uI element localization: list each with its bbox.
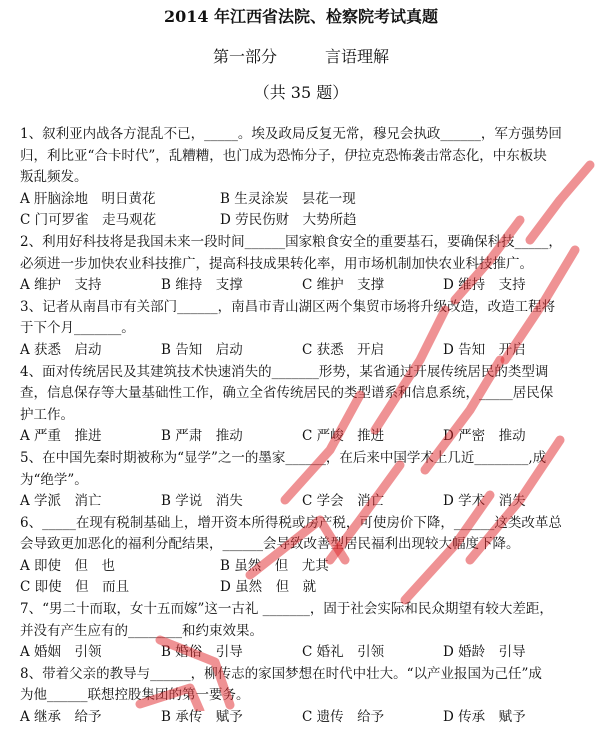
- option-row: [20, 707, 584, 729]
- option-d: D 告知 开启: [443, 341, 526, 358]
- question-8: [20, 664, 584, 729]
- question-text-line: 7、“男二十而取，女十五而嫁”这一古礼 _______，固于社会实际和民众期望有较大差距，: [20, 601, 553, 618]
- question-text-line: 4、面对传统居民及其建筑技术快速消失的_______形势，某省通过开展传统居民的类型调: [20, 363, 549, 380]
- question-1: [20, 124, 584, 232]
- option-b: B 承传 赋予: [161, 709, 243, 726]
- option-a: A 婚姻 引领: [20, 644, 102, 661]
- option-a: A 学派 消亡: [20, 493, 102, 510]
- option-row: [20, 577, 584, 599]
- question-text-line: 归，利比亚“合卡时代”，乱糟糟，也门成为恐怖分子，伊拉克恐怖袭击常态化，中东板块: [20, 147, 547, 164]
- question-text-line: 为“绝学”。: [20, 471, 88, 488]
- question-text-line: 3、记者从南昌市有关部门______，南昌市青山湖区两个集贸市场将升级改造，改造工程将: [20, 298, 556, 315]
- document-title: 2014 年江西省法院、检察院考试真题: [163, 7, 439, 26]
- option-b: B 严肃 推动: [161, 428, 243, 445]
- question-count: （共 35 题）: [253, 83, 349, 102]
- question-text-line: 查，信息保存等大量基础性工作，确立全省传统居民的类型谱系和信息系统，_____居民保: [20, 385, 554, 402]
- option-row: [20, 556, 584, 578]
- option-b: B 虽然 但 尤其: [220, 557, 329, 574]
- option-c: C 维护 支撑: [302, 277, 385, 294]
- question-text-line: 必须进一步加快农业科技推广，提高科技成果转化率，用市场机制加快农业科技推广。: [20, 255, 533, 272]
- option-b: B 告知 启动: [161, 341, 243, 358]
- question-6: [20, 513, 584, 599]
- option-c: C 即使 但 而且: [20, 579, 130, 596]
- option-c: C 门可罗雀 走马观花: [20, 212, 157, 229]
- part-label: 第一部分: [212, 47, 277, 66]
- option-d: D 婚龄 引导: [443, 644, 526, 661]
- section-label: 言语理解: [325, 47, 390, 66]
- question-text-line: 1、叙利亚内战各方混乱不已，_____。埃及政局反复无常，穆兄会执政______，军方强势回: [20, 126, 562, 142]
- option-b: B 生灵涂炭 昙花一现: [220, 190, 356, 207]
- question-text-line: 叛乱频发。: [20, 169, 88, 186]
- option-row: [20, 491, 584, 513]
- option-b: B 维持 支撑: [161, 277, 243, 294]
- option-row: [20, 642, 584, 664]
- option-a: A 即使 但 也: [20, 557, 116, 574]
- option-row: [20, 189, 584, 211]
- question-4: [20, 362, 584, 448]
- option-row: [20, 275, 584, 297]
- option-a: A 继承 给予: [20, 709, 102, 726]
- option-row: [20, 340, 584, 362]
- question-3: [20, 297, 584, 362]
- option-a: A 获悉 启动: [20, 341, 102, 358]
- option-d: D 传承 赋予: [443, 709, 526, 726]
- option-d: D 学术 消失: [443, 493, 526, 510]
- option-b: B 婚俗 引导: [161, 644, 243, 661]
- option-c: C 婚礼 引领: [302, 644, 385, 661]
- question-list: [20, 124, 584, 729]
- question-2: [20, 232, 584, 297]
- question-text-line: 5、在中国先秦时期被称为“显学”之一的墨家______，在后来中国学术上几近________,成: [20, 449, 547, 466]
- question-text-line: 并没有产生应有的________和约束效果。: [20, 622, 263, 639]
- option-d: D 虽然 但 就: [220, 579, 317, 596]
- question-text-line: 6、_____在现有税制基础上，增开资本所得税或房产税，可使房价下降，______这类改革总: [20, 514, 562, 531]
- question-text-line: 会导致更加恶化的福利分配结果，______会导致改善型居民福利出现较大幅度下降。: [20, 536, 520, 553]
- option-d: D 严密 推动: [443, 428, 526, 445]
- option-a: A 严重 推进: [20, 428, 102, 445]
- option-row: [20, 426, 584, 448]
- question-text-line: 于下个月_______。: [20, 320, 135, 337]
- question-5: [20, 448, 584, 513]
- option-c: C 遗传 给予: [302, 709, 385, 726]
- option-c: C 学会 消亡: [302, 493, 385, 510]
- option-c: C 严峻 推进: [302, 428, 385, 445]
- option-d: D 劳民伤财 大势所趋: [220, 212, 357, 229]
- option-row: [20, 210, 584, 232]
- question-text-line: 8、带着父亲的教导与______，柳传志的家国梦想在时代中壮大。“以产业报国为己任”成: [20, 665, 542, 682]
- option-a: A 肝脑涂地 明日黄花: [20, 190, 156, 207]
- option-a: A 维护 支持: [20, 277, 102, 294]
- option-c: C 获悉 开启: [302, 341, 385, 358]
- part-heading: [0, 46, 602, 68]
- question-text-line: 为他______联想控股集团的第一要务。: [20, 687, 250, 704]
- option-b: B 学说 消失: [161, 493, 243, 510]
- question-text-line: 2、利用好科技将是我国未来一段时间______国家粮食安全的重要基石，要确保科技_____，: [20, 233, 562, 250]
- option-d: D 维持 支持: [443, 277, 526, 294]
- question-text-line: 护工作。: [20, 406, 74, 423]
- question-7: [20, 599, 584, 664]
